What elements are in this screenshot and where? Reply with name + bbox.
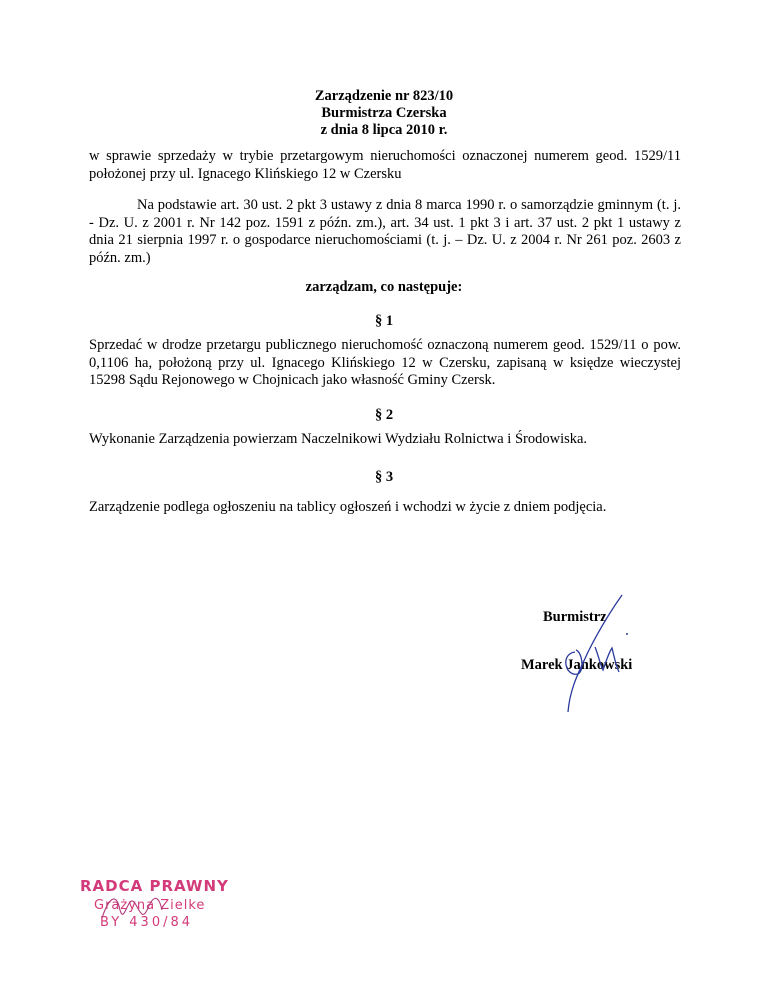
stamp-name: Grażyna Zielke bbox=[94, 898, 206, 913]
issuer: Burmistrza Czerska bbox=[321, 105, 447, 121]
legal-basis-paragraph: Na podstawie art. 30 ust. 2 pkt 3 ustawy z dnia 8 marca 1990 r. o samorządzie gminnym (t. j. - Dz. U. z 2001 r. Nr 142 poz. 1591 z późn. zm.), art. 34 ust. 1 pkt 3 i art. 37 ust. 2 pkt 1 ustawy z dnia 21 sierpnia 1997 r. o gospodarce nieruchomościami (t. j. – Dz. U. z 2004 r. Nr 261 poz. 2603 z późn. zm.) bbox=[89, 197, 681, 266]
stamp-title: RADCA PRAWNY bbox=[80, 877, 229, 895]
document-title: Zarządzenie nr 823/10 bbox=[314, 88, 454, 104]
handwritten-signature bbox=[540, 592, 640, 717]
stamp-number: BY 430/84 bbox=[100, 915, 194, 930]
signature-name: Marek Jankowski bbox=[521, 657, 633, 673]
stamp-signature bbox=[98, 880, 178, 930]
decree-heading: zarządzam, co następuje: bbox=[305, 279, 463, 295]
issue-date: z dnia 8 lipca 2010 r. bbox=[320, 122, 448, 138]
section-3-mark: § 3 bbox=[374, 469, 394, 485]
section-3-text: Zarządzenie podlega ogłoszeniu na tablicy ogłoszeń i wchodzi w życie z dniem podjęcia. bbox=[89, 499, 607, 515]
section-2-text: Wykonanie Zarządzenia powierzam Naczelnikowi Wydziału Rolnictwa i Środowiska. bbox=[89, 431, 588, 447]
section-1-text: Sprzedać w drodze przetargu publicznego nieruchomość oznaczoną numerem geod. 1529/11 o pow. 0,1106 ha, położoną przy ul. Ignacego Klińskiego 12 w Czersku, zapisaną w księdze wieczystej 15298 Sądu Rejonowego w Chojnicach jako własność Gminy Czersk. bbox=[89, 337, 681, 388]
signature-role: Burmistrz bbox=[543, 609, 607, 625]
subject-paragraph: w sprawie sprzedaży w trybie przetargowym nieruchomości oznaczonej numerem geod. 1529/11 położonej przy ul. Ignacego Klińskiego 12 w Czersku bbox=[89, 148, 681, 182]
section-2-mark: § 2 bbox=[374, 407, 394, 423]
section-1-mark: § 1 bbox=[374, 313, 394, 329]
